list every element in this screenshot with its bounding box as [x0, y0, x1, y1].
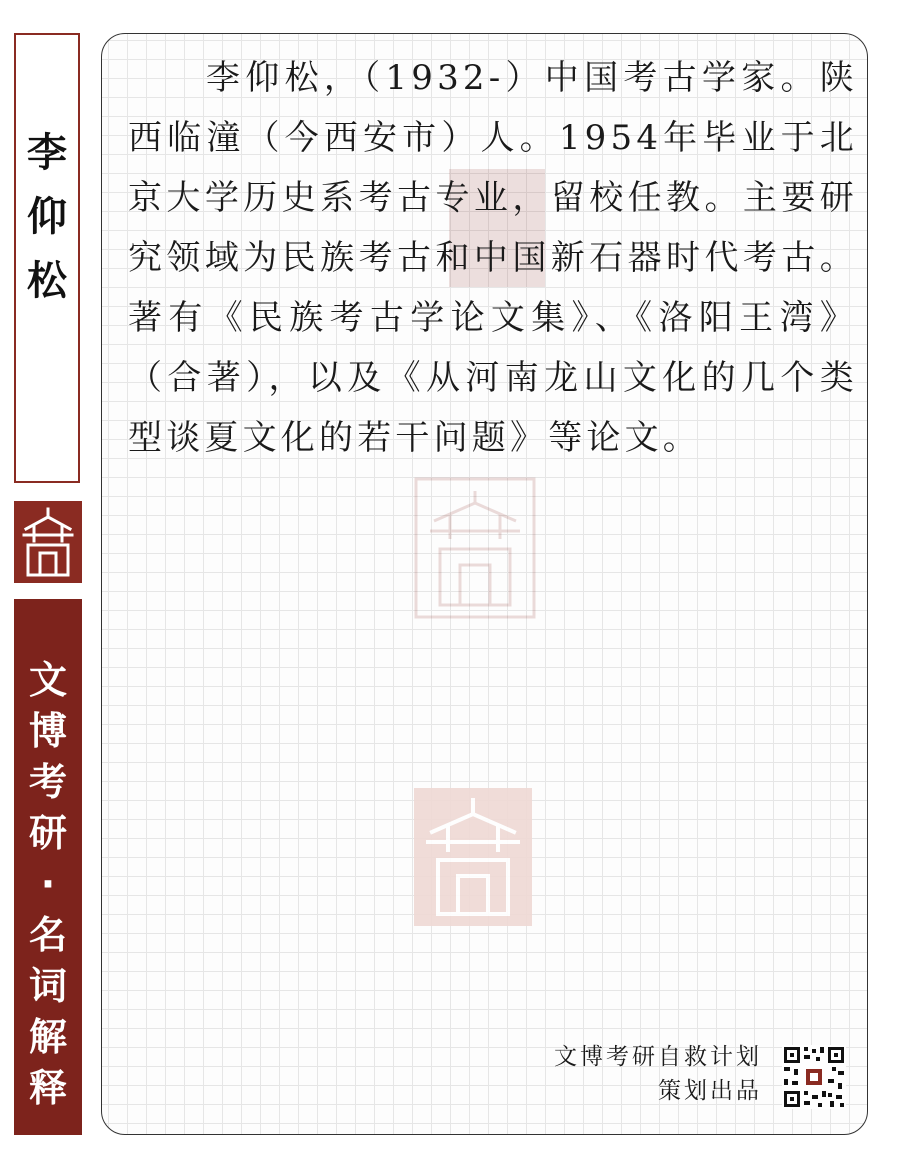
banner-char: 释 — [28, 1066, 67, 1110]
entry-title — [16, 131, 78, 303]
banner-char: 名 — [28, 913, 67, 957]
banner-char: 解 — [28, 1015, 67, 1059]
entry-title-box — [14, 33, 80, 483]
title-char: 李 — [27, 130, 67, 176]
watermark-seal-icon — [414, 477, 536, 619]
banner-char: · — [40, 862, 56, 906]
qr-code-icon[interactable] — [782, 1045, 846, 1109]
column-title — [14, 655, 82, 1114]
footer-credit — [554, 1040, 762, 1108]
banner-char: 文 — [28, 658, 67, 702]
banner-char: 考 — [28, 760, 67, 804]
footer-line-project: 文博考研自救计划 — [554, 1044, 762, 1070]
banner-char: 词 — [28, 964, 67, 1008]
banner-char: 博 — [28, 709, 67, 753]
watermark-seal-icon — [414, 788, 532, 926]
title-char: 松 — [27, 258, 67, 304]
seal-logo-icon — [14, 501, 82, 583]
footer-line-produced: 策划出品 — [658, 1078, 762, 1104]
title-char: 仰 — [27, 194, 67, 240]
column-banner — [14, 599, 82, 1135]
banner-char: 研 — [28, 811, 67, 855]
entry-definition-text: 李仰松，（1932-）中国考古学家。陕西临潼（今西安市）人。1954年毕业于北京大学历史系考古专业，留校任教。主要研究领域为民族考古和中国新石器时代考古。著有《民族考古学论文集》、《洛阳王湾》（合著），以及《从河南龙山文化的几个类型谈夏文化的若干问题》等论文。 — [128, 58, 858, 458]
